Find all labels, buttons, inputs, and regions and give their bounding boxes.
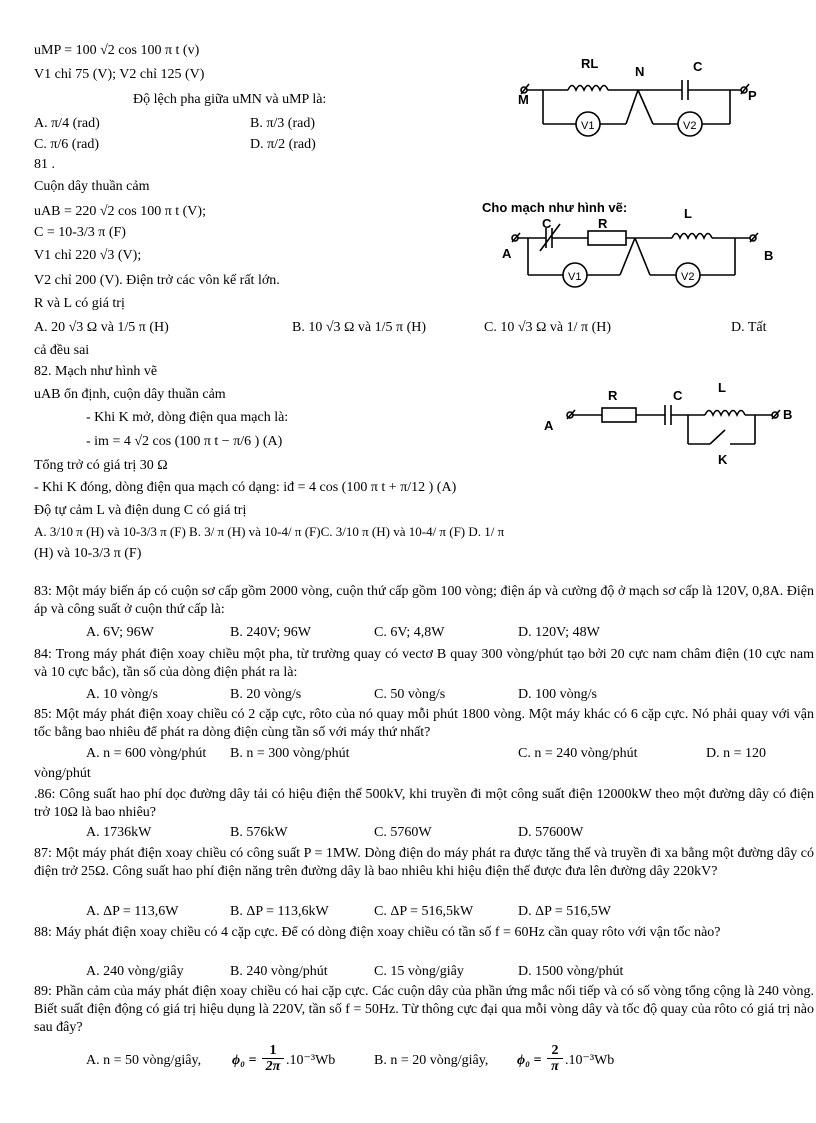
voltmeter-v1: V1 xyxy=(568,271,582,283)
q87-option-c: C. ΔP = 516,5kW xyxy=(374,904,474,919)
q89-option-a-phi: ϕ₀ = xyxy=(232,1053,257,1068)
q81-line3: C = 10-3/3 π (F) xyxy=(34,225,126,240)
q86-option-d: D. 57600W xyxy=(518,825,584,840)
q84-text: 84: Trong máy phát điện xoay chiều một pha, từ trường quay có vectơ B quay 300 vòng/phút tạo bởi 20 cực nam châm điện (10 cực nam và 10 cực bắc), tần số của dòng điện phát ra là: xyxy=(34,647,814,680)
q87-text: 87: Một máy phát điện xoay chiều có công suất P = 1MW. Dòng điện do máy phát ra được tăng thế và truyền đi xa bằng một đường dây có điện trở 25Ω. Công suất hao phí điện năng trên đường dây là bao nhiêu khi hiệu điện thế được đưa lên đường dây 220kV? xyxy=(34,846,814,879)
voltmeter-v2: V2 xyxy=(681,271,695,283)
q82-line7: Độ tự cảm L và điện dung C có giá trị xyxy=(34,503,247,518)
q84-option-b: B. 20 vòng/s xyxy=(230,687,302,702)
q85-option-d-cont: vòng/phút xyxy=(34,766,91,781)
q82-line2: uAB ổn định, cuộn dây thuần cảm xyxy=(34,387,226,402)
q81-line5: V2 chỉ 200 (V). Điện trở các vôn kế rất lớn. xyxy=(34,273,280,288)
q80-option-d: D. π/2 (rad) xyxy=(250,137,316,152)
q81-option-a: A. 20 √3 Ω và 1/5 π (H) xyxy=(34,320,169,335)
q82-options: A. 3/10 π (H) và 10-3/3 π (F) B. 3/ π (H) và 10-4/ π (F)C. 3/10 π (H) và 10-4/ π (F) D. 1/ π xyxy=(34,524,505,539)
label-b: B xyxy=(783,407,793,422)
q81-line4: V1 chỉ 220 √3 (V); xyxy=(34,248,142,263)
q82-options-cont: (H) và 10-3/3 π (F) xyxy=(34,546,142,561)
q89-option-a-prefix: A. n = 50 vòng/giây, xyxy=(86,1053,202,1068)
q88-option-c: C. 15 vòng/giây xyxy=(374,964,464,979)
circuit-diagram-mnp xyxy=(508,52,778,147)
label-k: K xyxy=(718,452,728,467)
label-a: A xyxy=(544,418,554,433)
q81-option-d-cont: cả đều sai xyxy=(34,343,90,358)
q86-option-b: B. 576kW xyxy=(230,825,288,840)
q86-option-c: C. 5760W xyxy=(374,825,432,840)
q80-question: Độ lệch pha giữa uMN và uMP là: xyxy=(133,92,327,107)
q86-option-a: A. 1736kW xyxy=(86,825,152,840)
q80-line2: V1 chỉ 75 (V); V2 chỉ 125 (V) xyxy=(34,67,205,82)
q85-option-d: D. n = 120 xyxy=(706,746,767,761)
q82-line3: - Khi K mở, dòng điện qua mạch là: xyxy=(86,410,289,425)
label-n: N xyxy=(635,64,645,79)
q87-option-a: A. ΔP = 113,6W xyxy=(86,904,179,919)
q88-option-b: B. 240 vòng/phút xyxy=(230,964,328,979)
q80-option-c: C. π/6 (rad) xyxy=(34,137,99,152)
q81-line6: R và L có giá trị xyxy=(34,296,125,311)
q89-option-b-phi: ϕ₀ = xyxy=(517,1053,542,1068)
q83-option-b: B. 240V; 96W xyxy=(230,625,312,640)
q88-text: 88: Máy phát điện xoay chiều có 4 cặp cực. Để có dòng điện xoay chiều có tần số f = 60Hz cần quay rôto với vận tốc nào? xyxy=(34,925,721,940)
q83-option-a: A. 6V; 96W xyxy=(86,625,154,640)
q82-line4: - im = 4 √2 cos (100 π t − π/6 ) (A) xyxy=(86,434,283,449)
q89-option-a-tail: .10⁻³Wb xyxy=(286,1053,336,1068)
q81-line2: uAB = 220 √2 cos 100 π t (V); xyxy=(34,204,206,219)
q83-option-c: C. 6V; 4,8W xyxy=(374,625,445,640)
circuit-diagram-ab xyxy=(480,196,780,296)
label-r: R xyxy=(608,388,618,403)
q85-option-b: B. n = 300 vòng/phút xyxy=(230,746,350,761)
q82-line6: - Khi K đóng, dòng điện qua mạch có dạng: iđ = 4 cos (100 π t + π/12 ) (A) xyxy=(34,480,457,495)
q85-option-a: A. n = 600 vòng/phút xyxy=(86,746,207,761)
q84-option-d: D. 100 vòng/s xyxy=(518,687,597,702)
q89-option-b-prefix: B. n = 20 vòng/giây, xyxy=(374,1053,489,1068)
label-r: R xyxy=(598,216,608,231)
label-m: M xyxy=(518,92,529,107)
label-a: A xyxy=(502,246,512,261)
q82-line5: Tổng trở có giá trị 30 Ω xyxy=(34,458,168,473)
q83-option-d: D. 120V; 48W xyxy=(518,625,600,640)
fraction-denominator: 2π xyxy=(265,1059,281,1074)
label-p: P xyxy=(748,88,757,103)
q88-option-d: D. 1500 vòng/phút xyxy=(518,964,624,979)
voltmeter-v2: V2 xyxy=(683,120,697,132)
q89-text: 89: Phần cảm của máy phát điện xoay chiều có hai cặp cực. Các cuộn dây của phần ứng mắc nối tiếp và có số vòng tổng cộng là 240 vòng. Biết suất điện động có giá trị hiệu dụng là 220V, tần số f = 50Hz. Từ thông cực đại qua mỗi vòng dây và tốc độ quay của rôto có giá trị nào sau đây? xyxy=(34,984,814,1035)
fraction-numerator: 2 xyxy=(547,1043,563,1059)
q80-option-b: B. π/3 (rad) xyxy=(250,116,315,131)
q81-line1: Cuộn dây thuần cảm xyxy=(34,179,150,194)
q83-text: 83: Một máy biến áp có cuộn sơ cấp gồm 2000 vòng, cuộn thứ cấp gồm 100 vòng; điện áp và cường độ ở mạch sơ cấp là 120V, 0,8A. Điện áp và công suất ở cuộn thứ cấp là: xyxy=(34,584,814,617)
q80-option-a: A. π/4 (rad) xyxy=(34,116,100,131)
q89-option-b-fraction xyxy=(547,1043,563,1074)
q89-option-b-tail: .10⁻³Wb xyxy=(565,1053,615,1068)
q81-option-c: C. 10 √3 Ω và 1/ π (H) xyxy=(484,320,612,335)
label-c: C xyxy=(542,216,552,231)
q89-option-a-fraction xyxy=(262,1043,284,1074)
q88-option-a: A. 240 vòng/giây xyxy=(86,964,184,979)
q84-option-a: A. 10 vòng/s xyxy=(86,687,158,702)
fraction-numerator: 1 xyxy=(262,1043,284,1059)
label-l: L xyxy=(684,206,692,221)
voltmeter-v1: V1 xyxy=(581,120,595,132)
fraction-denominator: π xyxy=(551,1059,559,1074)
q80-line1: uMP = 100 √2 cos 100 π t (v) xyxy=(34,43,200,58)
q81-option-b: B. 10 √3 Ω và 1/5 π (H) xyxy=(292,320,427,335)
label-c: C xyxy=(693,59,703,74)
label-l: L xyxy=(718,380,726,395)
label-b: B xyxy=(764,248,774,263)
label-c: C xyxy=(673,388,683,403)
q81-option-d: D. Tất xyxy=(731,320,767,335)
q85-text: 85: Một máy phát điện xoay chiều có 2 cặp cực, rôto của nó quay mỗi phút 1800 vòng. Một máy khác có 6 cặp cực. Nó phải quay với vận tốc bằng bao nhiêu để phát ra dòng điện cùng tần số với máy thứ nhất? xyxy=(34,707,814,740)
q86-text: .86: Công suất hao phí dọc đường dây tải có hiệu điện thế 500kV, khi truyền đi một công suất điện 12000kW theo một đường dây có điện trở 10Ω là bao nhiêu? xyxy=(34,787,814,820)
circuit2-caption: Cho mạch như hình vẽ: xyxy=(482,200,628,215)
q84-option-c: C. 50 vòng/s xyxy=(374,687,446,702)
q82-line1: 82. Mạch như hình vẽ xyxy=(34,364,158,379)
label-rl: RL xyxy=(581,56,599,71)
q87-option-d: D. ΔP = 516,5W xyxy=(518,904,611,919)
q81-number: 81 . xyxy=(34,157,55,172)
circuit-diagram-switch xyxy=(540,378,800,470)
q85-option-c: C. n = 240 vòng/phút xyxy=(518,746,638,761)
q87-option-b: B. ΔP = 113,6kW xyxy=(230,904,329,919)
